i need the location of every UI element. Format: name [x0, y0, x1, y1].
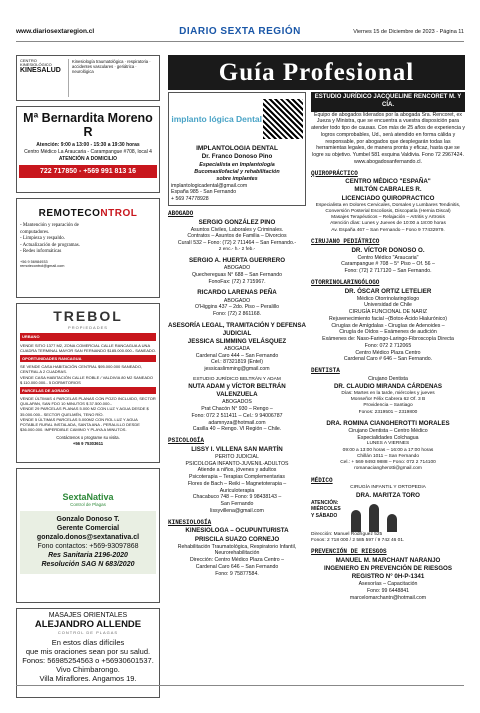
listing-milton: CENTRO MÉDICO "ESPAÑA" MILTÓN CABRALES R. LICENCIADO QUIROPRACTICO Especialista en Dolores Cervicales, Dorsales y Lumbares Tendinitis, Conversión Posterial Escoliosis, Discopatía (Hernia Discal) Masajes Terapéuticos – Relajación – Artritis y Artrosis Atención días: Lunes y Jueves de 10:00 a 18:00 horas Av. España 467 – San Fernando – Fono 9 77432979. — [315, 178, 461, 233]
category-dentista: DENTISTA — [311, 367, 340, 375]
listing-ricardo-larenas: RICARDO LARENAS PEÑA ABOGADO O'Higgins 437 – 2do. Piso – Peralillo Fono: (72) 2 861168. — [194, 289, 280, 318]
category-quiropractico: QUIROPRÁCTICO — [311, 169, 358, 177]
sextanativa-logo: SextaNativa Control de Plagas — [62, 492, 114, 507]
guia-banner: Guía Profesional — [168, 55, 465, 90]
newspaper-title: DIARIO SEXTA REGIÓN — [179, 26, 301, 37]
jacqueline-header: ESTUDIO JURÍDICO JACQUELINE RENCORET M. Y CÍA. — [311, 92, 465, 112]
category-prevencion: PREVENCIÓN DE RIESGOS — [311, 548, 387, 556]
listing-jacqueline: Equipo de abogados liderados por la abogada Sra. Rencoret, ex Jueza y Ministra, que se encuentra a vuestra disposición para atender todo tipo de causas. Con más de 25 años de experiencia y logros comprobables, Ud., será atendido en forma cálida y responsable, por abogados que desplegarán todas las herramientas legales, de manera pronta y eficaz, hasta que se logre su objetivo. Yumbel 581 esquina Valdivia. Fono 72 2967424. www.abogadosanfernando.cl. — [311, 111, 465, 165]
listing-oscar: DR. ÓSCAR ORTIZ LETELIER Médico Otorrinolaringólogo Universidad de Chile CIRUGÍA FUNCIONAL DE NARIZ Rejuvenecimiento facial –(Botox-Ácido Hialurónico) Cirugías de Amígdalas - Cirugías de Adenoides – Cirugía de Oídos – Exámenes de audición Exámenes de: Naso-Faringo-Laringo-Fibroscopía Directa Fono: 072 2 712065 Centro Médico Plaza Centro Cardenal Caro # 646 – San Fernando. — [322, 287, 454, 363]
children-illustration-icon — [351, 500, 397, 532]
listing-sergio-gonzalez: SERGIO GONZÁLEZ PINO Asuntos Civiles, Laborales y Criminales. Contratos – Asuntos de Familia – Divorcios Curalí 532 – Fono: (72) 2 711464 – San Fernando.- 2 enc.- h.- 2 feb.- — [177, 218, 297, 252]
page-footer — [16, 685, 464, 713]
website[interactable]: www.diariosextaregion.cl — [16, 28, 95, 35]
listing-priscila: KINESIOLOGA – OCUPUNTURISTA PRISCILA SUAZO CORNEJO Rehabilitación Traumatológica, Respiratorio Infantil, Neurorehabilitación Dirección: Centro Médico Plaza Centro – Cardenal Caro 646 – San Fernando Fono: 9 75877584. — [177, 527, 297, 577]
listing-romina: DRA. ROMINA CIANGHEROTTI MORALES Cirujano Dentista – Centro Médico Especialidades Colchagua LUNES A VIERNES 09:00 a 13:00 horas – 16:00 a 17:00 horas Chillán 1011 – San Fernando Cel.: + 569 9493 9888 – Fono: 072 2 714100 romanaciangherotti@gmail.com — [326, 419, 450, 472]
bernardita-ad: Mª Bernardita Moreno R Atención: 9:00 a 13:00 - 15:30 a 19:30 horas Centro Médico La Araucaria - Carampangue #708, local 4 ATENCIÓN A DOMICILIO 722 717850 - +569 991 813 16 — [16, 106, 160, 193]
listing-lissy: LISSY I. VILLENA SAN MARTÍN PERITO JUDICIAL PSICOLOGA INFANTO-JUVENIL-ADULTOS Atiende a niños, jóvenes y adultos Psicoterapia – Terapias Complementarias Flores de Bach – Reiki – Magnetoterapia – Auriculoterapia Chacabuco 748 – Fono: 9 98438143 – San Fernando lissyvillena@gmail.com — [185, 445, 289, 514]
listing-sergio-huerta: SERGIO A. HUERTA GUERRERO ABOGADO Quechereguas N° 688 – San Fernando FonoFax: (72) 2 715967. — [188, 257, 286, 285]
page-header — [16, 22, 464, 42]
category-kinesiologia: KINESIOLOGÍA — [168, 518, 212, 526]
trebol-ad: TREBOL PROPIEDADES URBANO VENDE SITIO 1377 M2, ZONA COMERCIAL CALLE RANCAGUA A UNA CUADRA TERMINAL MAYOR SAN FERNANDO $185.000.000.- SANEADO. OPORTUNIDADES RANCAGUA SE VENDE CASA HABITACIÓN CENTRAL $95.000.000 SANEADO, CENTRAL A 2 CUADRAS. VENDE CASA HABITACIÓN CALLE ROBLE / VALDIVIA 80 M2 SANEADO $ 110.000.000.- 5 DORMITORIOS PARCELAS DE AGRADO VENDE ÚLTIMAS 4 PARCELAS PLANAS CON POZO INCLUIDO, SECTOR QUILAPAN, SAN FDO 10 MINUTOS $ 37.500.000.- VENDE 29 PARCELAS PLANAS 5.000 M2 CON LUZ Y AGUA DESDE $ 35.000.000.- SECTOR QUELMÉN, TENO RÍO. VENDE 5 ÚLTIMAS PARCELAS 5.000M2 CON ROL LUZ Y AGUA POTABLE RURAL INSTALADA, SANTA ANA - PERALILLO DESDE $36.000.000. IMPERDIBLE CAMINO Y PLAYA A MINUTOS. Contáctenos o programe su visita. +56 9 75303611 — [16, 303, 160, 463]
kinesalud-desc: Kinesiología traumatológica · respiratoria · accidentes vasculares · geriátrica · neurológica — [68, 59, 156, 97]
category-abogado: ABOGADO — [168, 209, 194, 217]
category-cirujano: CIRUJANO PEDIÁTRICO — [311, 237, 380, 245]
page-date: Viernes 15 de Diciembre de 2023 - Página 11 — [353, 28, 464, 35]
listing-manuel: MANUEL M. MARCHANT NARANJO INGENIERO EN PREVENCIÓN DE RIESGOS REGISTRO N° 0H-P-1341 Asesorías – Capacitación Fono: 99 6448841 marcelomarchantn@hotmail.com — [324, 556, 452, 601]
masajes-ad: MASAJES ORIENTALES ALEJANDRO ALLENDE CONTROL DE PLAGAS En estos días difíciles que mis oraciones sean por su salud. Fonos: 56985254563 o +56930601537. Vivo Chimbarongo. Villa Miraflores. Angamos 19. — [16, 608, 160, 698]
trebol-logo: TREBOL — [53, 308, 123, 324]
category-medico: MÉDICO — [311, 476, 333, 484]
listing-asesoria: ASESORÍA LEGAL, TRAMITACIÓN Y DEFENSA JUDICIAL JESSICA SLIMMING VELÁSQUEZ ABOGADA Cardenal Caro 444 – San Fernando Cel.: 87321819 (Entel) jessicaslimming@gmail.com — [168, 321, 306, 373]
listing-nuta-adam: ESTUDIO JURÍDICO BELTRÁN Y ADAM NUTA ADAM y VÍCTOR BELTRÁN VALENZUELA ABOGADOS Prat Chacón N° 930 – Rengo – Fono: 072 2 511411 – Cel.: 9 94006787 adamnyza@hotmail.com Casilla 40 – Rengo. VI Región – Chile. — [188, 376, 286, 433]
bernardita-name: Mª Bernardita Moreno R — [23, 111, 153, 139]
listing-maritza: CIRUGÍA INFANTIL Y ORTOPEDIA DRA. MARITZA TORO ATENCIÓN: MIÉRCOLES Y SÁBADO Dirección: Manuel Rodríguez 525 Fonos: 2 718 000 / 2 585 597 / 9 742 46 01. — [311, 485, 426, 543]
kinesalud-logo: CENTRO KINESIOLÓGICO KINESALUD — [20, 58, 61, 74]
implanto-ad: implanto lógica Dental IMPLANTOLOGIA DENTAL Dr. Franco Donoso Pino Especialista en Implantología Bucomaxilofacial y rehabilitación sobre implantes implantologicadental@gmail.com España 985 - San Fernando + 569 74778928 — [168, 92, 306, 206]
kinesalud-ad — [16, 55, 160, 101]
remotecontrol-logo: REMOTECONTROL — [38, 208, 138, 219]
qr-code-icon[interactable] — [263, 99, 303, 139]
left-column — [16, 55, 160, 703]
bernardita-phones: 722 717850 - +569 991 813 16 — [19, 165, 157, 178]
sextanativa-ad: SextaNativa Control de Plagas Gonzalo Donoso T. Gerente Comercial gonzalo.donos@sextanativa.cl Fono contactos: +569-93097868 Res Sanitaria 2196-2020 Resolución SAG N 683/2020 — [16, 468, 160, 603]
category-psicologia: PSICOLOGÍA — [168, 437, 205, 445]
middle-column — [168, 92, 306, 581]
listing-claudio: Cirujano Dentista DR. CLAUDIO MIRANDA CÁRDENAS Días: Martes en la tarde, miércoles y jueves Monseñor Félix Cabrera 62 Of. 3 B Providencia – Santiago Fonos: 2319501 – 2319800 — [333, 376, 443, 415]
implanto-logo: implanto lógica Dental — [171, 113, 263, 124]
listing-victor: DR. VÍCTOR DONOSO O. Centro Médico "Araucaria" Carampangue # 708 – 5° Piso – Of. 56 – Fono: (72) 2 717120 – San Fernando. — [341, 246, 435, 275]
right-column — [311, 92, 465, 605]
remotecontrol-ad: REMOTECONTROL - Mantención y reparación de computadores. - Limpieza y respaldo. - Actualización de programas. - Redes informáticas +56 9 56984933 remotecontrol@gmail.com — [16, 198, 160, 298]
category-otorrino: OTORRINOLARINGÓLOGO — [311, 278, 380, 286]
